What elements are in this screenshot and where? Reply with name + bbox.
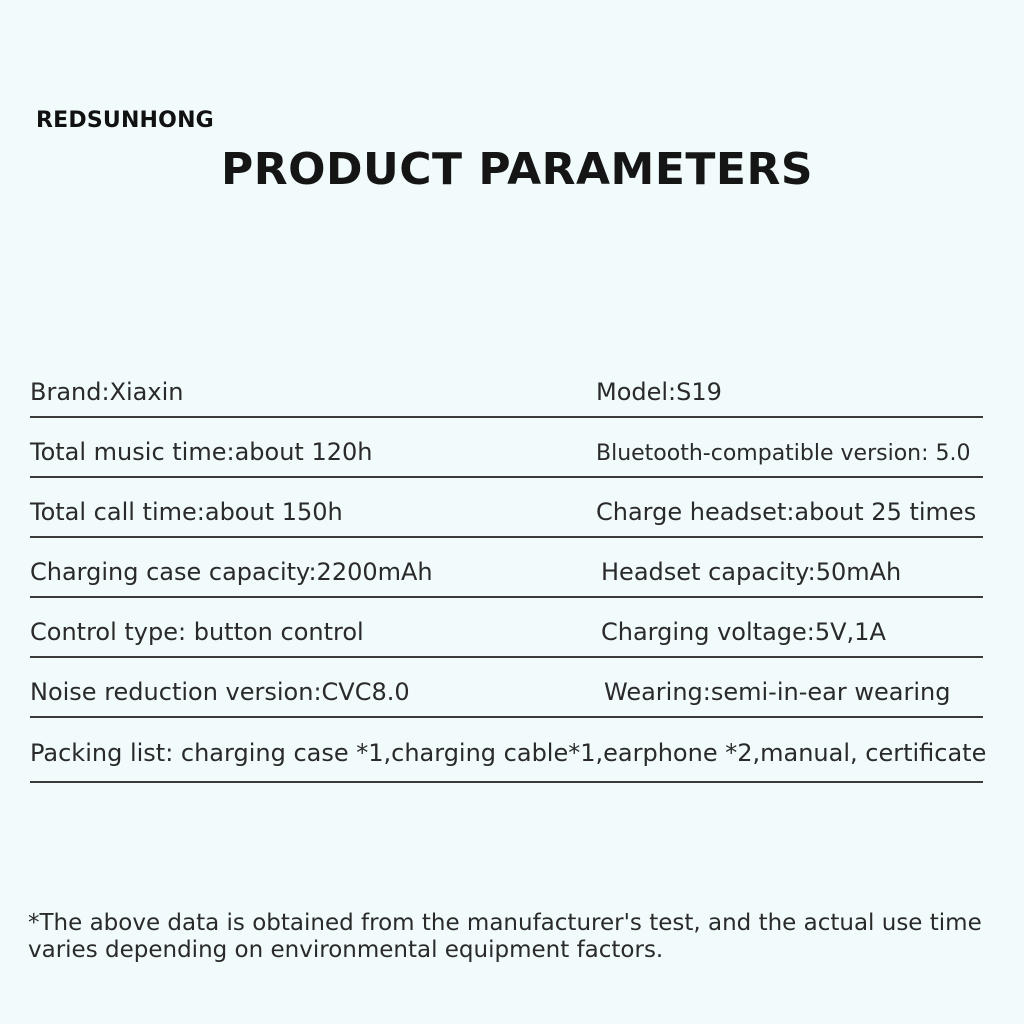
param-model: Model:S19 bbox=[596, 378, 722, 406]
brand-logo: REDSUNHONG bbox=[36, 108, 214, 133]
param-row bbox=[30, 480, 983, 538]
parameters-table bbox=[30, 360, 987, 785]
param-row bbox=[30, 660, 983, 718]
param-charging-voltage: Charging voltage:5V,1A bbox=[601, 618, 886, 646]
param-row bbox=[30, 360, 983, 418]
page-title: PRODUCT PARAMETERS bbox=[220, 144, 814, 195]
param-music-time: Total music time:about 120h bbox=[30, 438, 373, 466]
param-row bbox=[30, 540, 983, 598]
param-row bbox=[30, 720, 987, 783]
param-row bbox=[30, 420, 983, 478]
param-control-type: Control type: button control bbox=[30, 618, 364, 646]
param-packing-list: Packing list: charging case *1,charging cable*1,earphone *2,manual, certificate bbox=[30, 739, 987, 767]
footnote-line-2: varies depending on environmental equipment factors. bbox=[28, 937, 664, 963]
param-case-capacity: Charging case capacity:2200mAh bbox=[30, 558, 433, 586]
footnote-line-1: *The above data is obtained from the manufacturer's test, and the actual use time bbox=[28, 910, 982, 936]
param-row bbox=[30, 600, 983, 658]
param-brand: Brand:Xiaxin bbox=[30, 378, 184, 406]
param-bluetooth-version: Bluetooth-compatible version: 5.0 bbox=[596, 441, 971, 466]
param-noise-reduction: Noise reduction version:CVC8.0 bbox=[30, 678, 410, 706]
param-wearing: Wearing:semi-in-ear wearing bbox=[604, 678, 951, 706]
param-headset-capacity: Headset capacity:50mAh bbox=[601, 558, 902, 586]
param-charge-headset: Charge headset:about 25 times bbox=[596, 498, 977, 526]
param-call-time: Total call time:about 150h bbox=[30, 498, 343, 526]
footnote bbox=[28, 910, 1008, 964]
